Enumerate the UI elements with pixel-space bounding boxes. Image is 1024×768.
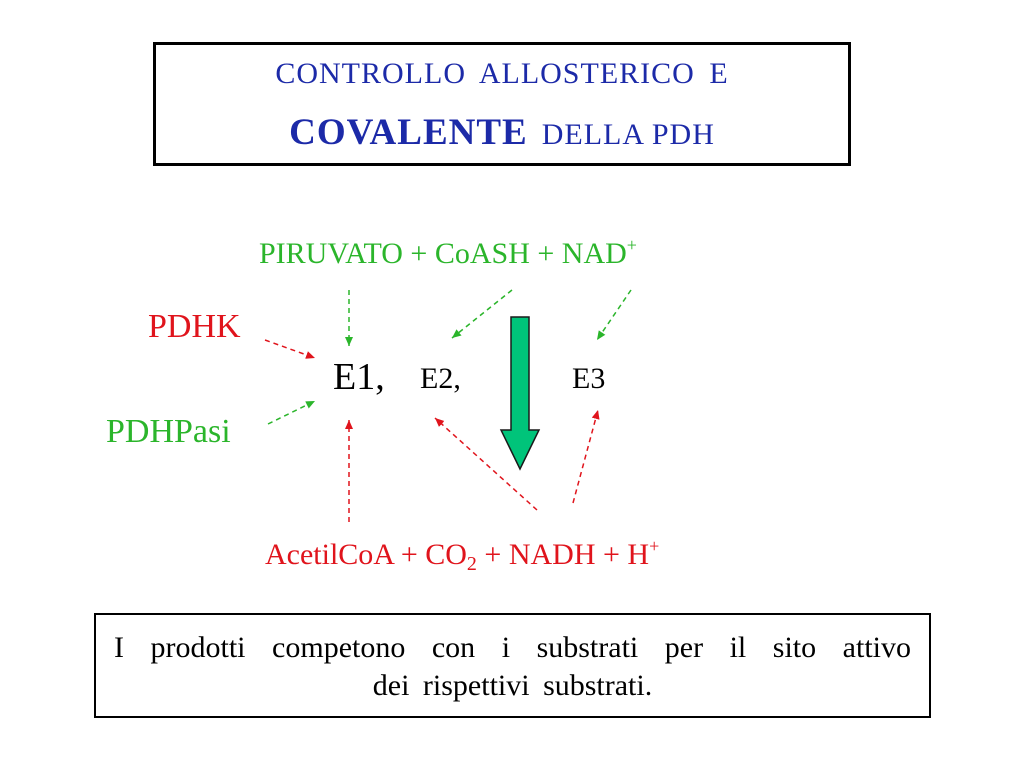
enzyme-e2: E2, [420, 362, 461, 395]
products-text-1: AcetilCoA + CO [265, 538, 467, 571]
enzyme-e1: E1, [333, 356, 385, 398]
reactants-charge: + [626, 235, 637, 255]
arrow-reactants-to-e2 [452, 290, 512, 338]
pdhpasi-label: PDHPasi [106, 413, 231, 450]
title-line-1: CONTROLLO ALLOSTERICO E [275, 57, 729, 90]
arrow-products-to-e3 [573, 410, 598, 503]
products-charge: + [649, 536, 660, 556]
products-text-2: + NADH + H [476, 538, 650, 571]
pdhk-label: PDHK [148, 308, 241, 345]
reactants-label [259, 237, 637, 271]
note-box [94, 613, 931, 718]
title-della-pdh: DELLA PDH [541, 118, 715, 151]
arrow-pdhk-to-e1 [265, 340, 315, 358]
enzyme-e3: E3 [572, 362, 606, 395]
reactants-text: PIRUVATO + CoASH + NAD [259, 237, 627, 270]
arrow-reactants-to-e3 [597, 290, 631, 340]
co2-subscript: 2 [466, 553, 477, 575]
reaction-direction-arrow [501, 317, 539, 469]
note-line-2: dei rispettivi substrati. [372, 669, 653, 702]
title-covalente: COVALENTE [289, 112, 528, 153]
arrow-pdhpasi-to-e1 [268, 401, 315, 424]
note-line-1: I prodotti competono con i substrati per il sito attivo [114, 631, 911, 664]
products-label [265, 536, 660, 575]
